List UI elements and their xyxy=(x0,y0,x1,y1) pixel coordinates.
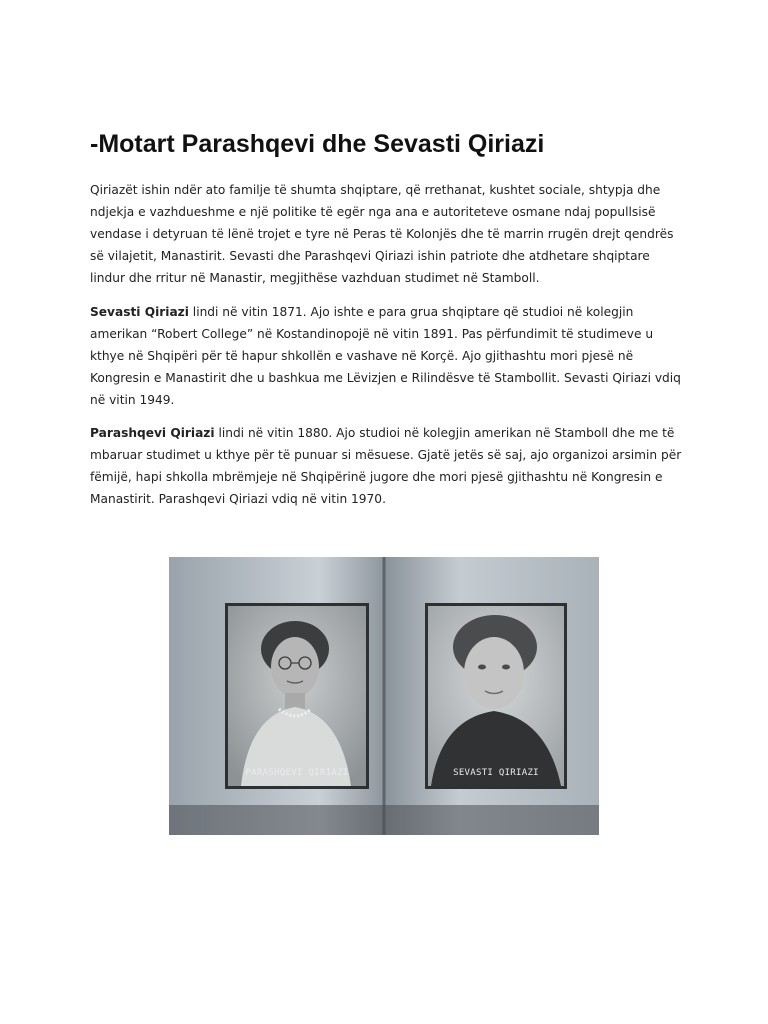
sevasti-portrait xyxy=(425,603,567,789)
parashqevi-portrait xyxy=(225,603,369,789)
sevasti-text: lindi në vitin 1871. Ajo ishte e para grua shqiptare që studioi në kolegjin amerikan “Robert College” në Kostandinopojë në vitin 1891. Pas përfundimit të studimeve u kthye në Shqipëri për të hapur shkollën e vashave në Korçë. Ajo gjithashtu mori pjesë në Kongresin e Manastirit dhe u bashkua me Lëvizjen e Rilindësve të Stambollit. Sevasti Qiriazi vdiq në vitin 1949. xyxy=(90,305,681,407)
right-portrait-caption: SEVASTI QIRIAZI xyxy=(453,768,539,778)
intro-paragraph: Qiriazët ishin ndër ato familje të shumta shqiptare, që rrethanat, kushtet sociale, shtypja dhe ndjekja e vazhdueshme e një politike të egër nga ana e autoriteteve osmane ndaj popullsisë vendase i detyruan të lënë trojet e tyre në Peras të Kolonjës dhe të marrin rrugën drejt qendrës së vilajetit, Manastirit. Sevasti dhe Parashqevi Qiriazi ishin patriote dhe atdhetare shqiptare lindur dhe rritur në Manastir, megjithëse vazhduan studimet në Stamboll. xyxy=(90,183,674,285)
parashqevi-name: Parashqevi Qiriazi xyxy=(90,426,215,440)
left-portrait-caption: PARASHQEVI QIRIAZI xyxy=(245,768,349,778)
parashqevi-text: lindi në vitin 1880. Ajo studioi në kolegjin amerikan në Stamboll dhe me të mbaruar studimet u kthye për të punuar si mësuese. Gjatë jetës së saj, ajo organizoi arsimin për fëmijë, hapi shkolla mbrëmjeje në Shqipërinë jugore dhe mori pjesë gjithashtu në Kongresin e Manastirit. Parashqevi Qiriazi vdiq në vitin 1970. xyxy=(90,426,682,506)
sevasti-name: Sevasti Qiriazi xyxy=(90,305,189,319)
sevasti-paragraph xyxy=(90,301,684,411)
page-title: -Motart Parashqevi dhe Sevasti Qiriazi xyxy=(90,130,545,158)
parashqevi-paragraph xyxy=(90,422,684,510)
portraits-photo xyxy=(169,557,599,835)
